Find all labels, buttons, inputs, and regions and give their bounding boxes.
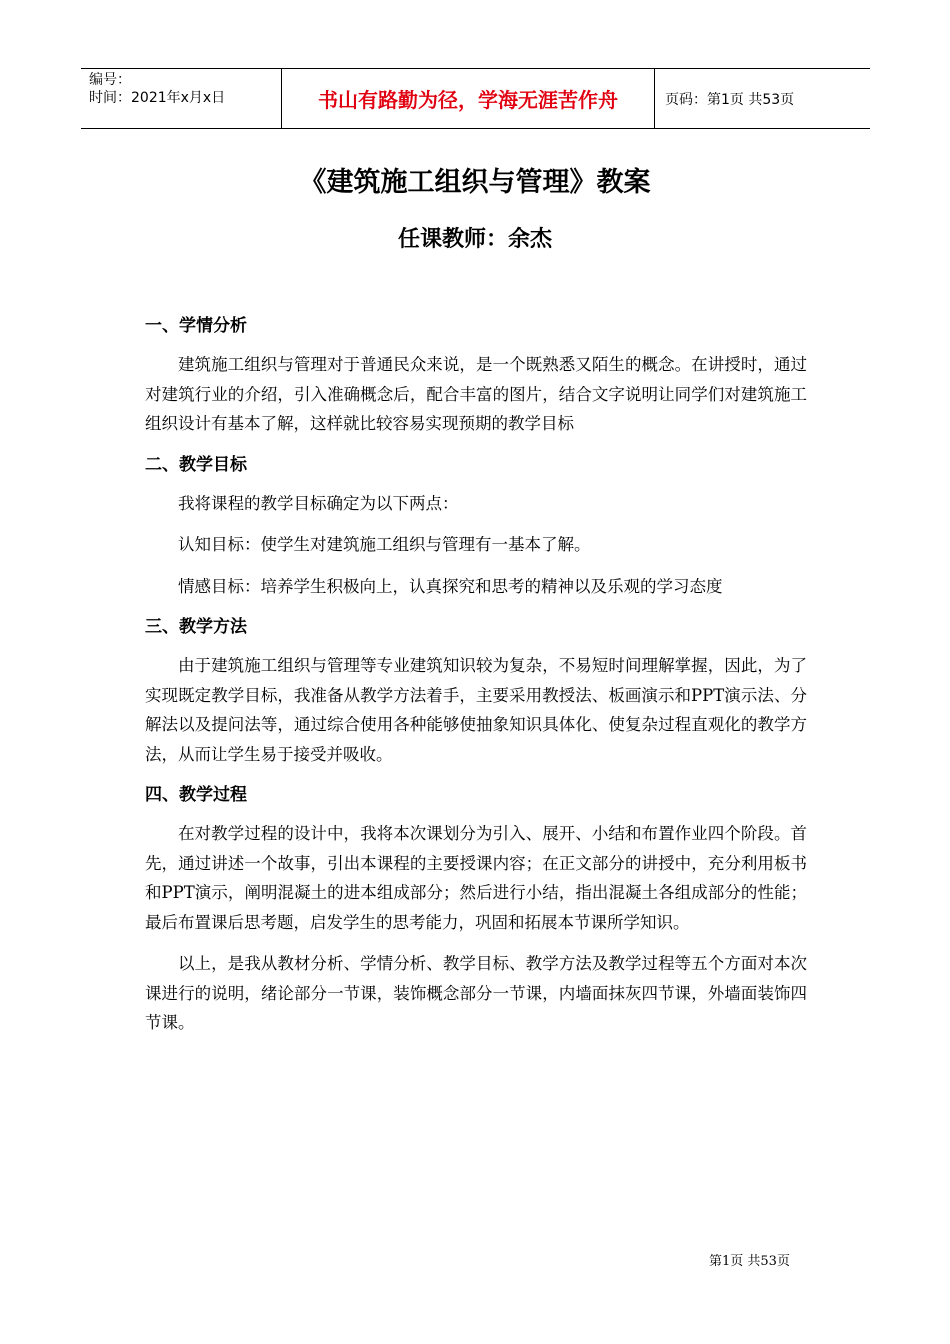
time-label: 时间：2021年x月x日 xyxy=(89,90,226,106)
header-page-number: 页码：第1页 共53页 xyxy=(665,91,795,108)
header-motto: 书山有路勤为径，学海无涯苦作舟 xyxy=(281,69,655,128)
paragraph: 认知目标：使学生对建筑施工组织与管理有一基本了解。 xyxy=(178,535,591,554)
section-3 xyxy=(145,613,807,769)
section-heading: 四、教学过程 xyxy=(145,785,247,805)
paragraph: 由于建筑施工组织与管理等专业建筑知识较为复杂，不易短时间理解掌握，因此，为了实现既定教学目标，我准备从教学方法着手，主要采用教授法、板画演示和PPT演示法、分解法以及提问法等，通过综合使用各种能够使抽象知识具体化、使复杂过程直观化的教学方法，从而让学生易于接受并吸收。 xyxy=(145,656,807,764)
section-heading: 三、教学方法 xyxy=(145,617,247,637)
paragraph: 情感目标：培养学生积极向上，认真探究和思考的精神以及乐观的学习态度 xyxy=(178,576,723,596)
section-heading: 二、教学目标 xyxy=(145,454,247,475)
paragraph: 以上，是我从教材分析、学情分析、教学目标、教学方法及教学过程等五个方面对本次课进行的说明，绪论部分一节课，装饰概念部分一节课，内墙面抹灰四节课，外墙面装饰四节课。 xyxy=(145,954,807,1032)
section-4 xyxy=(145,781,807,1038)
section-heading: 一、学情分析 xyxy=(145,316,247,336)
page-footer: 第1页 共53页 xyxy=(709,1254,790,1269)
number-label: 编号： xyxy=(89,72,131,88)
paragraph: 我将课程的教学目标确定为以下两点： xyxy=(178,493,459,513)
paragraph: 在对教学过程的设计中，我将本次课划分为引入、展开、小结和布置作业四个阶段。首先，通过讲述一个故事，引出本课程的主要授课内容；在正文部分的讲授中，充分利用板书和PPT演示，阐明混凝土的进本组成部分；然后进行小结，指出混凝土各组成部分的性能；最后布置课后思考题，启发学生的思考能力，巩固和拓展本节课所学知识。 xyxy=(145,824,807,932)
paragraph: 建筑施工组织与管理对于普通民众来说，是一个既熟悉又陌生的概念。在讲授时，通过对建筑行业的介绍，引入准确概念后，配合丰富的图片，结合文字说明让同学们对建筑施工组织设计有基本了解，这样就比较容易实现预期的教学目标 xyxy=(145,355,807,433)
section-2 xyxy=(145,451,807,602)
teacher-name: 任课教师：余杰 xyxy=(397,227,552,252)
document-body xyxy=(145,312,807,1050)
document-title: 《建筑施工组织与管理》教案 xyxy=(299,167,651,198)
page-header xyxy=(81,68,870,129)
section-1 xyxy=(145,312,807,439)
header-meta xyxy=(81,69,281,128)
